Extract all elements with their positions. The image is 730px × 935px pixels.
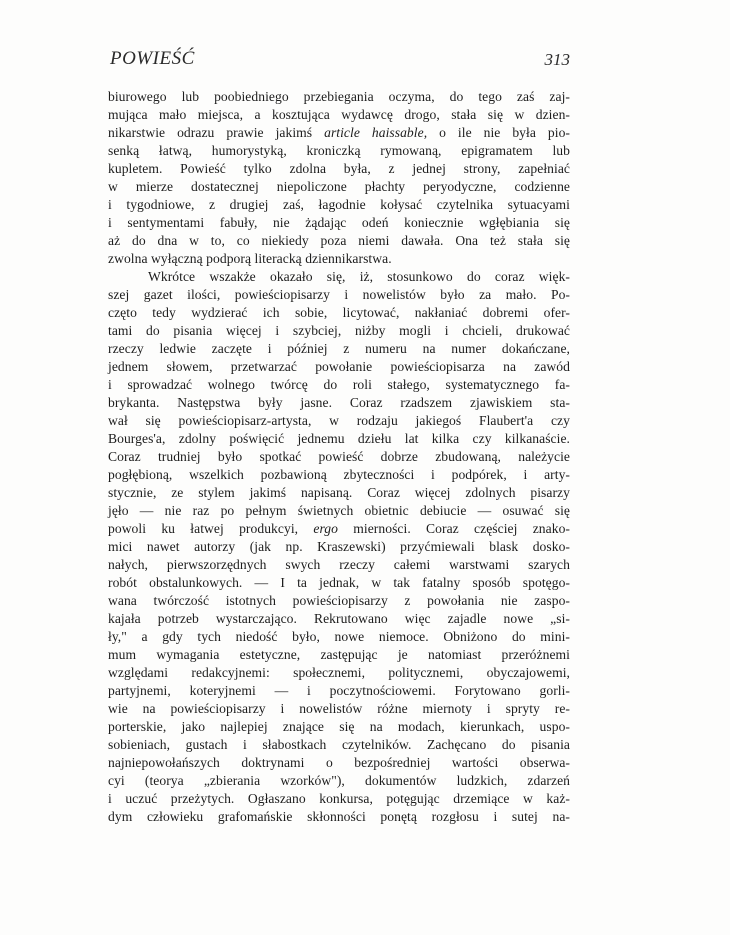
text-span: mierności. Coraz częściej znako-: [338, 521, 570, 536]
text-line: najniepowołańszych doktrynami o bezpośredniej wartości obserwa-: [108, 755, 570, 770]
text-line: stycznie, ze stylem jakimś napisaną. Coraz więcej zdolnych pisarzy: [108, 485, 570, 500]
text-line: kupletem. Powieść tylko zdolna była, z jednej strony, zapełniać: [108, 161, 570, 176]
text-line: mici nawet autorzy (jak np. Kraszewski) przyćmiewali blask dosko-: [108, 539, 570, 554]
text-line: kajała potrzeb wystarczająco. Rekrutowano więc zajadle nowe „si-: [108, 611, 570, 626]
body-text: [108, 88, 570, 826]
text-line: w mierze dostatecznej niepoliczone płachty peryodyczne, codzienne: [108, 179, 570, 194]
text-line: mum wymagania estetyczne, zastępując je natomiast przeróżnemi: [108, 647, 570, 662]
text-span: o ile nie była pio-: [427, 125, 570, 140]
text-line: i uczuć przeżytych. Ogłaszano konkursa, potęgując drzemiące w każ-: [108, 791, 570, 806]
text-line: biurowego lub poobiedniego przebiegania oczyma, do tego zaś zaj-: [108, 89, 570, 104]
text-line: ły," a gdy tych niedość było, nowe niemoce. Obniżono do mini-: [108, 629, 570, 644]
text-line: [108, 124, 570, 142]
italic-phrase: article haissable,: [324, 125, 428, 140]
text-line: Wkrótce wszakże okazało się, iż, stosunkowo do coraz więk-: [148, 269, 570, 284]
text-line: zwolna wyłączną podporą literacką dziennikarstwa.: [108, 251, 392, 266]
running-title: POWIEŚĆ: [110, 48, 195, 69]
text-line: szej gazet ilości, powieściopisarzy i nowelistów było za mało. Po-: [108, 287, 570, 302]
text-line: mująca mało miejsca, a kosztująca wydawcę drogo, stała się w dzien-: [108, 107, 570, 122]
text-line: jęło — nie raz po pełnym świetnych obietnic debiucie — osuwać się: [108, 503, 570, 518]
italic-phrase: ergo: [313, 521, 338, 536]
text-line: robót obstalunkowych. — I ta jednak, w tak fatalny sposób spotęgo-: [108, 575, 570, 590]
text-line: wał się powieściopisarz-artysta, w rodzaju jakiegoś Flaubert'a czy: [108, 413, 570, 428]
text-line: jednem słowem, przetwarzać powołanie powieściopisarza na zawód: [108, 359, 570, 374]
text-line: Bourges'a, zdolny poświęcić jednemu dziełu lat kilka czy kilkanaście.: [108, 431, 570, 446]
text-line: i tygodniowe, z drugiej zaś, łagodnie kołysać czytelnika sytuacyami: [108, 197, 570, 212]
text-line: [108, 520, 570, 538]
text-line: i sentymentami fabuły, nie żądając odeń koniecznie wgłębiania się: [108, 215, 570, 230]
text-line: nałych, pierwszorzędnych swych rzeczy całemi warstwami szarych: [108, 557, 570, 572]
text-line: i sprowadzać wolnego twórcę do roli stałego, systematycznego fa-: [108, 377, 570, 392]
text-line: dym człowieku grafomańskie skłonności ponętą rozgłosu i sutej na-: [108, 809, 570, 824]
text-span: powoli ku łatwej produkcyi,: [108, 521, 314, 536]
text-line: wana twórczość istotnych powieściopisarzy z powołania nie zaspo-: [108, 593, 570, 608]
text-line: rzeczy ledwie zaczęte i później z numeru na numer dokańczane,: [108, 341, 570, 356]
text-line: sobieniach, gustach i słabostkach czytelników. Zachęcano do pisania: [108, 737, 570, 752]
text-line: senką łatwą, humorystyką, kroniczką rymowaną, epigramatem lub: [108, 143, 570, 158]
text-line: Coraz trudniej było spotkać powieść dobrze zbudowaną, należycie: [108, 449, 570, 464]
text-line: partyjnemi, koteryjnemi — i poczytnościowemi. Forytowano gorli-: [108, 683, 570, 698]
text-line: brykanta. Następstwa były jasne. Coraz rzadszem zjawiskiem sta-: [108, 395, 570, 410]
text-line: wie na powieściopisarzy i nowelistów różne miernoty i spryty re-: [108, 701, 570, 716]
running-head: [110, 48, 570, 72]
text-line: tami do pisania więcej i szybciej, niżby mogli i chcieli, drukować: [108, 323, 570, 338]
text-line: względami redakcyjnemi: społecznemi, politycznemi, obyczajowemi,: [108, 665, 570, 680]
text-line: cyi (teorya „zbierania wzorków"), dokumentów ludzkich, zdarzeń: [108, 773, 570, 788]
text-line: pogłębioną, wszelkich pozbawioną zbyteczności i podpórek, i arty-: [108, 467, 570, 482]
text-line: częto tedy wydzierać ich sobie, licytować, nakłaniać dobremi ofer-: [108, 305, 570, 320]
page-number: 313: [544, 50, 570, 69]
text-line: aż do dna w to, co niekiedy poza niemi dawała. Ona też stała się: [108, 233, 570, 248]
text-line: porterskie, jako najlepiej znające się na modach, kierunkach, uspo-: [108, 719, 570, 734]
text-span: nikarstwie odrazu prawie jakimś: [108, 125, 325, 140]
